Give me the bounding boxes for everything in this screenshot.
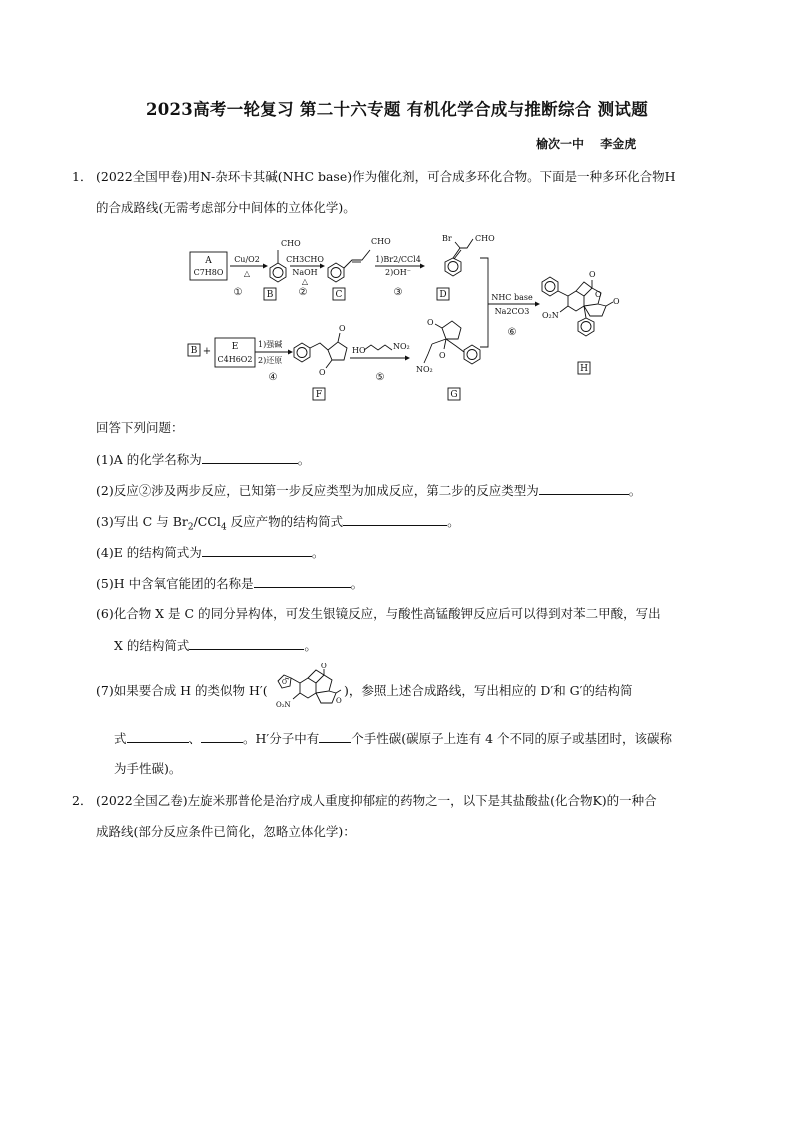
answer-blank-7c[interactable] xyxy=(319,729,351,743)
cond-3-bottom: 2)OH⁻ xyxy=(385,268,411,277)
author-school: 榆次一中 xyxy=(536,137,585,151)
answer-blank-2[interactable] xyxy=(539,481,629,495)
label-b: B xyxy=(266,290,274,300)
cond-2-heat: △ xyxy=(301,277,309,286)
question-1-1: (1)A 的化学名称为 。 xyxy=(96,452,311,467)
question-1-4: (4)E 的结构简式为 。 xyxy=(96,545,325,560)
answer-blank-1[interactable] xyxy=(202,450,298,464)
q2-line1: (2022全国乙卷)左旋米那普伦是治疗成人重度抑郁症的药物之一，以下是其盐酸盐(化合物K)的一种合 xyxy=(96,793,657,808)
page-title: 2023高考一轮复习 第二十六专题 有机化学合成与推断综合 测试题 xyxy=(145,100,649,119)
h-prime-structure xyxy=(274,663,344,719)
step-1: ① xyxy=(233,287,243,298)
answer-blank-3[interactable] xyxy=(343,512,447,526)
compound-e-label: E xyxy=(231,342,239,352)
h-oxygen-1: O xyxy=(589,270,596,279)
label-b2: B xyxy=(190,346,198,356)
author-line xyxy=(536,135,636,152)
question-1-3: (3)写出 C 与 $Br_2/CCl_4$ 反应产物的结构简式 。 xyxy=(96,514,460,533)
step-5: ⑤ xyxy=(375,372,385,383)
structure-d xyxy=(445,239,473,276)
q2-line2: 成路线(部分反应条件已简化，忽略立体化学)： xyxy=(96,824,356,839)
structure-c xyxy=(328,250,370,282)
h-oxygen-3: O xyxy=(613,297,620,306)
f-oxygen-2: O xyxy=(319,368,326,377)
c-cho-label: CHO xyxy=(371,237,391,246)
label-h: H xyxy=(580,364,588,374)
cond-4-bottom: 2)还原 xyxy=(258,356,283,365)
step-4: ④ xyxy=(268,372,278,383)
merge-bracket xyxy=(480,258,488,347)
h-nitro-label: O₂N xyxy=(542,311,559,320)
question-1-5: (5)H 中含氧官能团的名称是 。 xyxy=(96,576,364,591)
label-c: C xyxy=(335,290,343,300)
cond-6-bottom: Na2CO3 xyxy=(494,307,530,316)
q2-number: 2． xyxy=(72,793,93,808)
cond-1-heat: △ xyxy=(243,269,251,278)
structure-g xyxy=(424,321,480,364)
answer-blank-5[interactable] xyxy=(254,574,351,588)
g-oxygen-1: O xyxy=(427,318,434,327)
b-cho-label: CHO xyxy=(281,239,301,248)
d-br-label: Br xyxy=(442,234,452,243)
label-g: G xyxy=(450,390,458,400)
compound-a-formula: C7H8O xyxy=(193,268,224,277)
author-name: 李金虎 xyxy=(600,137,637,151)
step-2: ② xyxy=(298,287,308,298)
answer-blank-7a[interactable] xyxy=(127,729,189,743)
step-6: ⑥ xyxy=(507,327,517,338)
h-prime-oxygen-2: O xyxy=(336,697,342,705)
g-oxygen-2: O xyxy=(439,351,446,360)
h-oxygen-2: O xyxy=(595,290,602,299)
cond-2-bottom: NaOH xyxy=(292,268,318,277)
plus-sign: + xyxy=(202,346,212,357)
cond-1: Cu/O2 xyxy=(234,255,260,264)
answer-blank-7b[interactable] xyxy=(201,729,243,743)
question-1-7-line1b: )，参照上述合成路线，写出相应的 D′和 G′的结构简 xyxy=(344,683,633,698)
answer-blank-6[interactable] xyxy=(189,636,304,650)
cond-4-top: 1)强碱 xyxy=(258,340,283,349)
question-1-7-line2: 式 、 。H′分子中有 个手性碳(碳原子上连有 4 个不同的原子或基团时，该碳称 xyxy=(114,731,673,746)
structure-b xyxy=(270,250,286,282)
structure-f xyxy=(294,333,347,368)
g-nitro-label: NO₂ xyxy=(416,365,433,374)
q1-number: 1． xyxy=(72,169,93,184)
q1-intro-line1: (2022全国甲卷)用N-杂环卡其碱(NHC base)作为催化剂，可合成多环化合物。下面是一种多环化合物H xyxy=(96,169,676,184)
question-1-7-line1: (7)如果要合成 H 的类似物 H′( xyxy=(96,683,268,698)
label-d: D xyxy=(439,290,447,300)
q1-intro-line2: 的合成路线(无需考虑部分中间体的立体化学)。 xyxy=(96,200,356,215)
structure-h xyxy=(542,277,613,336)
compound-a-label: A xyxy=(205,256,212,266)
question-1-7-line3: 为手性碳)。 xyxy=(114,761,182,776)
cond-2-top: CH3CHO xyxy=(286,255,324,264)
cond-6-top: NHC base xyxy=(491,293,533,302)
question-1-2: (2)反应②涉及两步反应，已知第一步反应类型为加成反应，第二步的反应类型为 。 xyxy=(96,483,642,498)
d-cho-label: CHO xyxy=(475,234,495,243)
question-1-6-line1: (6)化合物 X 是 C 的同分异构体，可发生银镜反应，与酸性高锰酸钾反应后可以得到对苯二甲酸，写出 xyxy=(96,606,661,621)
h-prime-oxygen-1: O xyxy=(321,663,327,670)
cond-3-top: 1)Br2/CCl4 xyxy=(375,255,421,264)
synthesis-route-diagram xyxy=(180,222,625,407)
f-oxygen-1: O xyxy=(339,324,346,333)
h-prime-nitro: O₂N xyxy=(276,701,291,709)
step-3: ③ xyxy=(393,287,403,298)
question-1-6-line2: X 的结构简式 。 xyxy=(114,638,317,653)
answer-blank-4[interactable] xyxy=(202,543,312,557)
label-f: F xyxy=(315,390,323,400)
answer-intro: 回答下列问题： xyxy=(96,420,184,435)
h-prime-furan-o: O xyxy=(282,679,287,686)
reagent-5-ho: HO xyxy=(352,346,366,355)
reagent-5-nitro: NO₂ xyxy=(393,342,410,351)
compound-e-formula: C4H6O2 xyxy=(217,355,253,364)
